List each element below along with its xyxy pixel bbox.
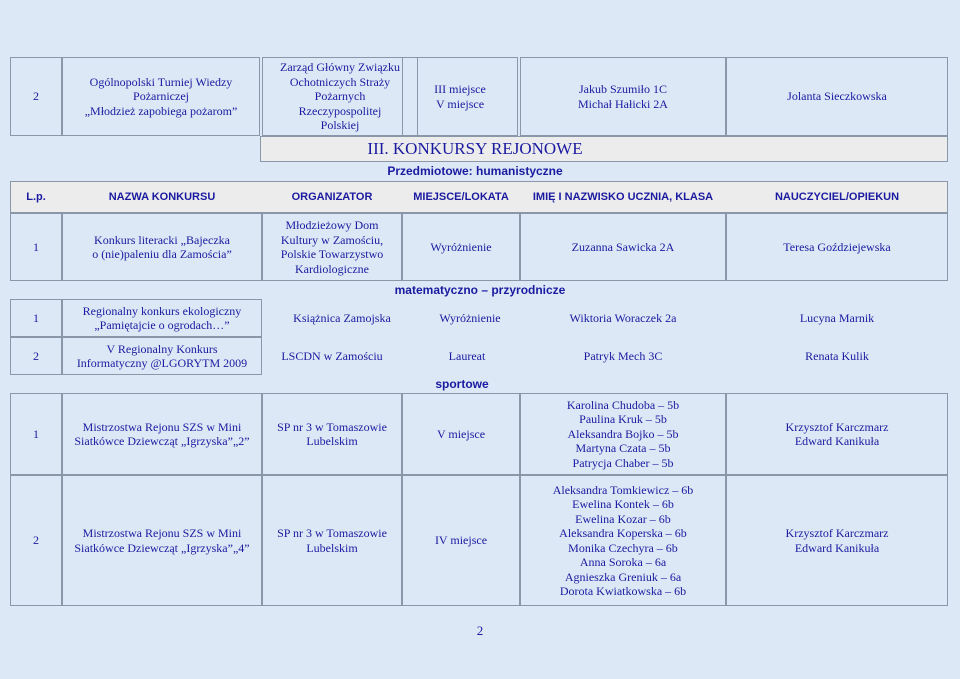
- place-value: V miejsce: [436, 426, 486, 441]
- organizer-line: Lubelskim: [306, 540, 358, 555]
- sport-teachers-cell: [726, 393, 948, 475]
- student-line: Karolina Chudoba – 5b: [566, 397, 680, 412]
- math-teacher: Lucyna Marnik: [799, 310, 875, 325]
- contest-name-line: Mistrzostwa Rejonu SZS w Mini: [82, 526, 242, 540]
- header-place: MIEJSCE/LOKATA: [413, 191, 509, 203]
- sport-teachers-cell: [726, 475, 948, 606]
- contest-name-line: Siatkówce Dziewcząt „Igrzyska”„2”: [74, 434, 250, 448]
- student-line: Monika Czechyra – 6b: [568, 540, 678, 555]
- top-lp-cell: [10, 57, 62, 136]
- contest-name-line: Regionalny konkurs ekologiczny: [82, 303, 242, 318]
- math-organizer: LSCDN w Zamościu: [281, 348, 383, 363]
- hum-place-cell: [402, 213, 520, 281]
- place-line: V miejsce: [435, 96, 485, 111]
- organizer-line: Młodzieżowy Dom: [285, 218, 379, 232]
- lp-value: 2: [33, 89, 39, 104]
- organizer-line: SP nr 3 w Tomaszowie: [277, 419, 387, 434]
- contest-name-line: Pożarniczej: [133, 89, 189, 104]
- lp-value: 1: [33, 239, 39, 254]
- math-student: Wiktoria Woraczek 2a: [569, 310, 677, 325]
- sport-students-cell: [520, 393, 726, 475]
- hum-teacher-cell: [726, 213, 948, 281]
- sport-organizer-cell: [262, 393, 402, 475]
- lp-value: 2: [33, 348, 39, 363]
- student-line: Ewelina Kozar – 6b: [575, 511, 671, 526]
- top-name-cell: [62, 57, 260, 136]
- student-line: Ewelina Kontek – 6b: [572, 497, 674, 511]
- contest-name-line: „Młodzież zapobiega pożarom”: [84, 103, 238, 118]
- place-line: III miejsce: [434, 82, 486, 96]
- math-name-cell: [62, 337, 262, 375]
- sport-place-cell: [402, 393, 520, 475]
- header-organizer: ORGANIZATOR: [291, 191, 373, 203]
- math-place: Wyróżnienie: [439, 310, 501, 325]
- contest-name-line: Konkurs literacki „Bajeczka: [94, 232, 230, 247]
- organizer-line: Rzeczypospolitej: [298, 103, 382, 118]
- organizer-line: SP nr 3 w Tomaszowie: [277, 526, 387, 540]
- math-place: Laureat: [448, 348, 486, 363]
- organizer-line: Polskie Towarzystwo: [280, 247, 384, 261]
- contest-name-line: o (nie)paleniu dla Zamościa”: [92, 247, 232, 261]
- lp-value: 2: [33, 533, 39, 548]
- lp-value: 1: [33, 310, 39, 325]
- math-organizer: Książnica Zamojska: [293, 310, 391, 325]
- student-value: Zuzanna Sawicka 2A: [571, 239, 675, 254]
- math-name-cell: [62, 299, 262, 337]
- student-line: Anna Soroka – 6a: [579, 555, 667, 569]
- subsection-math-title: matematyczno – przyrodnicze: [394, 283, 566, 297]
- teacher-line: Krzysztof Karczmarz: [785, 419, 889, 434]
- teacher-name: Jolanta Sieczkowska: [787, 89, 887, 104]
- teacher-value: Teresa Goździejewska: [783, 239, 891, 254]
- section-title: III. KONKURSY REJONOWE: [367, 139, 583, 158]
- sport-organizer-cell: [262, 475, 402, 606]
- student-line: Martyna Czata – 5b: [575, 441, 671, 456]
- top-teacher-cell: [726, 57, 948, 136]
- place-value: IV miejsce: [434, 533, 488, 548]
- contest-name-line: Ogólnopolski Turniej Wiedzy: [89, 74, 233, 89]
- math-lp-cell: [10, 299, 62, 337]
- sport-lp-cell: [10, 475, 62, 606]
- student-line: Jakub Szumiło 1C: [578, 82, 667, 96]
- contest-name-line: „Pamiętajcie o ogrodach…”: [94, 318, 230, 332]
- hum-organizer-cell: [262, 213, 402, 281]
- lp-value: 1: [33, 426, 39, 441]
- contest-name-line: V Regionalny Konkurs: [106, 341, 218, 356]
- place-value: Wyróżnienie: [430, 239, 492, 254]
- student-line: Agnieszka Greniuk – 6a: [564, 569, 682, 584]
- organizer-line: Zarząd Główny Związku: [280, 60, 400, 75]
- header-teacher: NAUCZYCIEL/OPIEKUN: [774, 191, 900, 203]
- top-place-cell: [402, 57, 518, 136]
- student-line: Dorota Kwiatkowska – 6b: [559, 584, 687, 598]
- sport-place-cell: [402, 475, 520, 606]
- student-line: Aleksandra Bojko – 5b: [567, 426, 679, 441]
- sport-lp-cell: [10, 393, 62, 475]
- organizer-line: Ochotniczych Straży: [289, 74, 391, 89]
- student-line: Aleksandra Tomkiewicz – 6b: [552, 482, 694, 497]
- organizer-line: Kardiologiczne: [295, 261, 369, 276]
- sport-students-cell: [520, 475, 726, 606]
- organizer-line: Polskiej: [320, 118, 360, 133]
- contest-name-line: Informatyczny @LGORYTM 2009: [76, 356, 248, 370]
- hum-lp-cell: [10, 213, 62, 281]
- teacher-line: Edward Kanikuła: [794, 434, 880, 448]
- math-teacher: Renata Kulik: [805, 348, 869, 363]
- teacher-line: Krzysztof Karczmarz: [785, 526, 889, 540]
- page-number: 2: [476, 623, 484, 638]
- hum-name-cell: [62, 213, 262, 281]
- student-line: Paulina Kruk – 5b: [579, 412, 667, 427]
- math-lp-cell: [10, 337, 62, 375]
- sport-name-cell: [62, 393, 262, 475]
- organizer-line: Kultury w Zamościu,: [280, 232, 384, 247]
- organizer-line: Lubelskim: [306, 434, 358, 448]
- top-students-cell: [520, 57, 726, 136]
- top-organizer-cell: [262, 57, 418, 136]
- subsection-sport-title: sportowe: [435, 377, 489, 391]
- contest-name-line: Siatkówce Dziewcząt „Igrzyska”„4”: [74, 540, 250, 555]
- hum-student-cell: [520, 213, 726, 281]
- header-lp: L.p.: [26, 191, 46, 203]
- section-subtitle: Przedmiotowe: humanistyczne: [387, 164, 563, 178]
- organizer-line: Pożarnych: [314, 89, 366, 104]
- teacher-line: Edward Kanikuła: [794, 540, 880, 555]
- header-name: NAZWA KONKURSU: [108, 191, 216, 203]
- math-student: Patryk Mech 3C: [583, 348, 663, 363]
- student-line: Michał Hałicki 2A: [578, 96, 668, 111]
- sport-name-cell: [62, 475, 262, 606]
- header-student: IMIĘ I NAZWISKO UCZNIA, KLASA: [532, 191, 714, 203]
- student-line: Patrycja Chaber – 5b: [572, 455, 674, 470]
- student-line: Aleksandra Koperska – 6b: [559, 526, 687, 540]
- contest-name-line: Mistrzostwa Rejonu SZS w Mini: [82, 419, 242, 434]
